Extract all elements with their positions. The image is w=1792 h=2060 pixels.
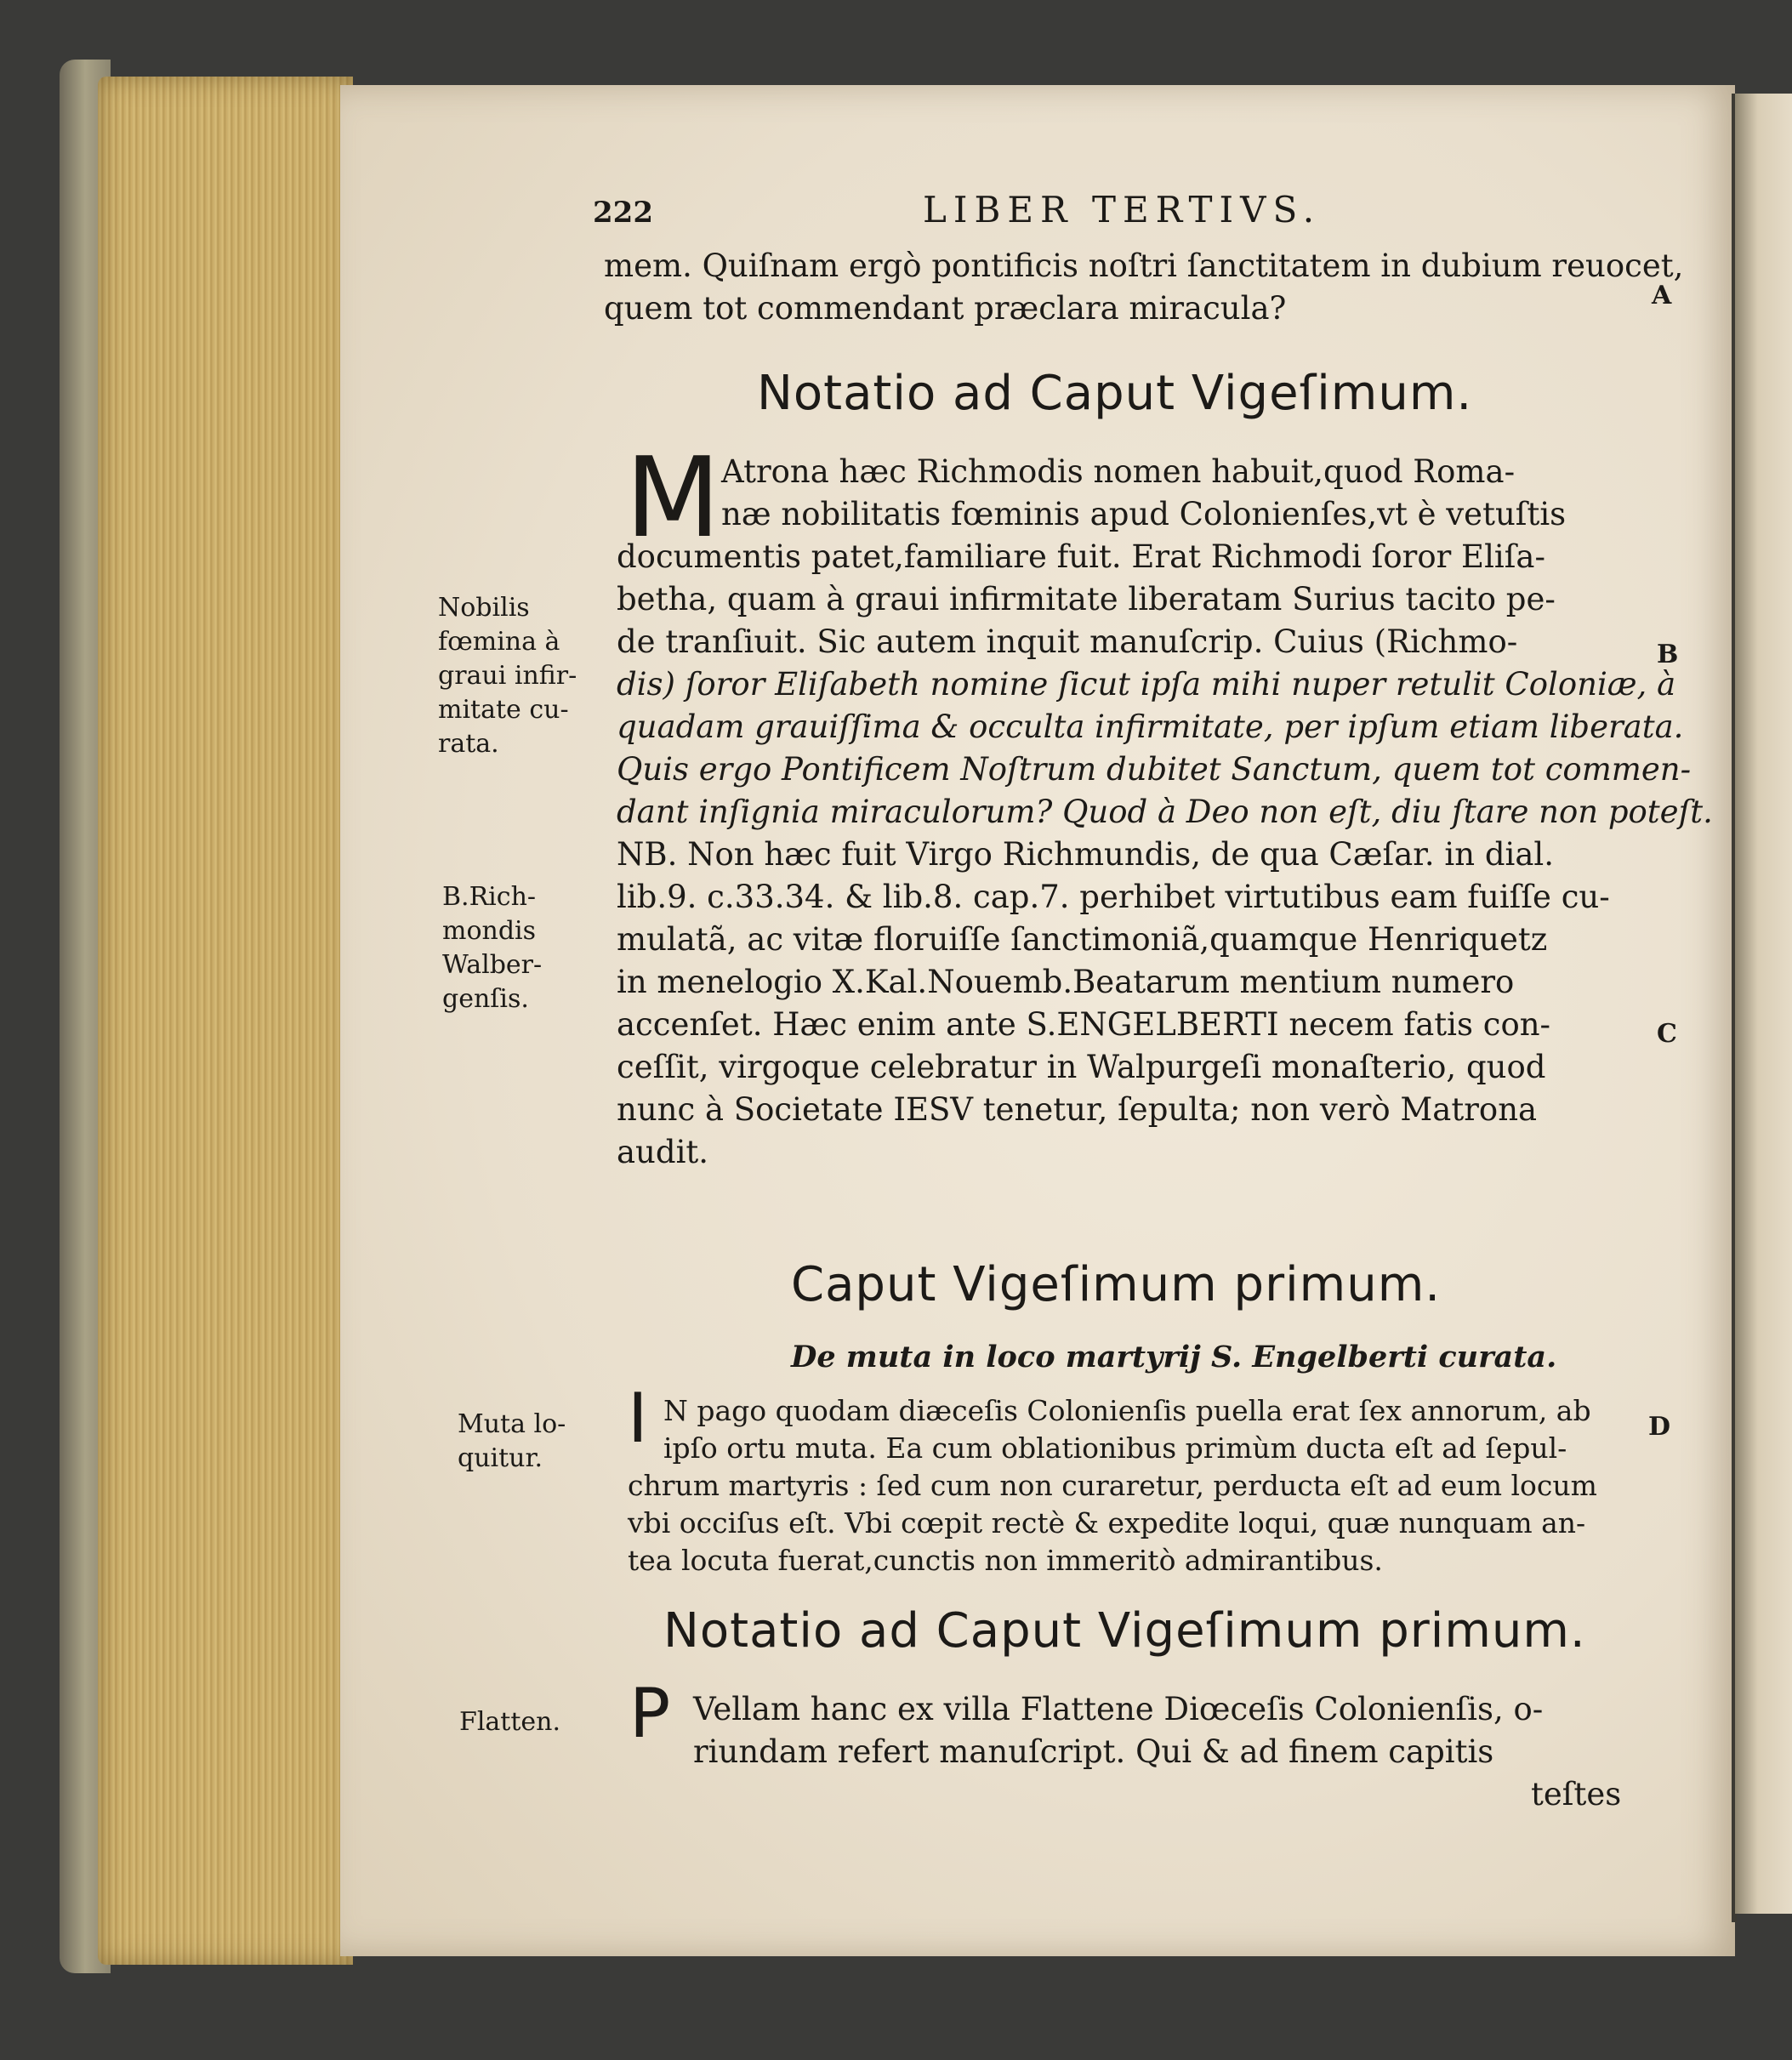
margin-line: genſis. [442,984,529,1014]
text-line: Atrona hæc Richmodis nomen habuit,quod Roma- [721,453,1516,490]
margin-note [458,1408,566,1476]
drop-cap: P [629,1674,671,1753]
text-line: in menelogio X.Kal.Nouemb.Beatarum mentium numero [617,964,1515,1000]
margin-line: quitur. [458,1443,543,1473]
text-line: betha, quam à graui infirmitate liberatam Surius tacito pe- [617,581,1556,617]
page-number: 222 [593,196,653,230]
margin-line: mitate cu- [438,695,569,725]
text-line: de tranſiuit. Sic autem inquit manuſcrip. Cuius (Richmo- [617,623,1518,660]
margin-line: Walber- [442,950,543,980]
opening-text [604,245,1683,330]
margin-line: B.Rich- [442,882,537,912]
text-line: NB. Non hæc fuit Virgo Richmundis, de qua Cæſar. in dial. [617,836,1554,873]
text-line: vbi occiſus eſt. Vbi cœpit rectè & expedite loqui, quæ nunquam an- [628,1506,1586,1539]
text-line: Quis ergo Pontificem Noſtrum dubitet Sanctum, quem tot commen- [617,751,1692,788]
text-line: mulatã, ac vitæ floruiſſe ſanctimoniã,quamque Henriquetz [617,921,1548,958]
notatio-heading: Notatio ad Caput Vigeſimum primum. [663,1603,1586,1659]
margin-line: Flatten. [459,1707,561,1737]
facing-page-edge [1735,94,1792,1914]
text-line: næ nobilitatis fœminis apud Colonienſes,vt è vetuſtis [721,496,1567,532]
text-line: dant inſignia miraculorum? Quod à Deo non eſt, diu ſtare non poteſt. [617,794,1713,830]
margin-line: Nobilis [438,593,530,623]
section-letter-a: A [1652,281,1672,310]
chapter-subtitle: De muta in loco martyrij S. Engelberti curata. [791,1340,1557,1374]
text-line: ipſo ortu muta. Ea cum oblationibus primùm ducta eſt ad ſepul- [663,1431,1567,1465]
text-line: tea locuta fuerat,cunctis non immeritò admirantibus. [628,1544,1383,1577]
notatio2-body [693,1688,1543,1773]
chapter-heading: Caput Vigeſimum primum. [791,1257,1442,1312]
text-line: documentis patet,familiare fuit. Erat Richmodi ſoror Eliſa- [617,538,1545,575]
margin-line: fœmina à [438,627,560,657]
margin-line: Muta lo- [458,1409,566,1439]
margin-note [459,1705,560,1739]
running-title: LIBER TERTIVS. [923,189,1322,230]
chapter-body [628,1467,1597,1579]
margin-line: mondis [442,916,537,946]
margin-note [442,880,542,1016]
section-letter-c: C [1657,1019,1677,1049]
drop-cap: M [625,433,721,562]
text-line: Vellam hanc ex villa Flattene Diœceſis Colonienſis, o- [693,1691,1544,1727]
text-line: accenſet. Hæc enim ante S.ENGELBERTI necem fatis con- [617,1006,1551,1043]
margin-line: graui infir- [438,661,577,691]
catchword: teſtes [1531,1776,1622,1812]
text-line: quem tot commendant præclara miracula? [604,290,1287,327]
notatio-body [617,536,1713,1174]
text-line: quadam grauiſſima & occulta infirmitate, per ipſum etiam liberata. [617,708,1684,745]
text-line: chrum martyris : ſed cum non curaretur, perducta eſt ad eum locum [628,1469,1597,1502]
section-letter-b: B [1657,640,1679,669]
text-line: mem. Quiſnam ergò pontificis noſtri ſanctitatem in dubium reuocet, [604,248,1684,284]
page-edges [98,77,353,1965]
text-line: N pago quodam diæceſis Colonienſis puella erat ſex annorum, ab [663,1394,1591,1427]
margin-note [438,591,577,761]
chapter-body-top [663,1392,1591,1467]
text-line: riundam refert manuſcript. Qui & ad finem capitis [693,1733,1494,1770]
margin-line: rata. [438,729,499,759]
notatio-heading: Notatio ad Caput Vigeſimum. [757,366,1473,421]
text-line: dis) ſoror Eliſabeth nomine ſicut ipſa mihi nuper retulit Coloniæ, à [617,666,1676,703]
section-letter-d: D [1648,1412,1671,1442]
notatio-body-top [721,451,1566,536]
text-line: lib.9. c.33.34. & lib.8. cap.7. perhibet virtutibus eam fuiſſe cu- [617,879,1610,915]
text-line: ceſſit, virgoque celebratur in Walpurgeſi monaſterio, quod [617,1049,1546,1085]
drop-cap: I [628,1379,648,1458]
text-line: nunc à Societate IESV tenetur, ſepulta; non verò Matrona [617,1091,1538,1128]
text-line: audit. [617,1134,709,1170]
